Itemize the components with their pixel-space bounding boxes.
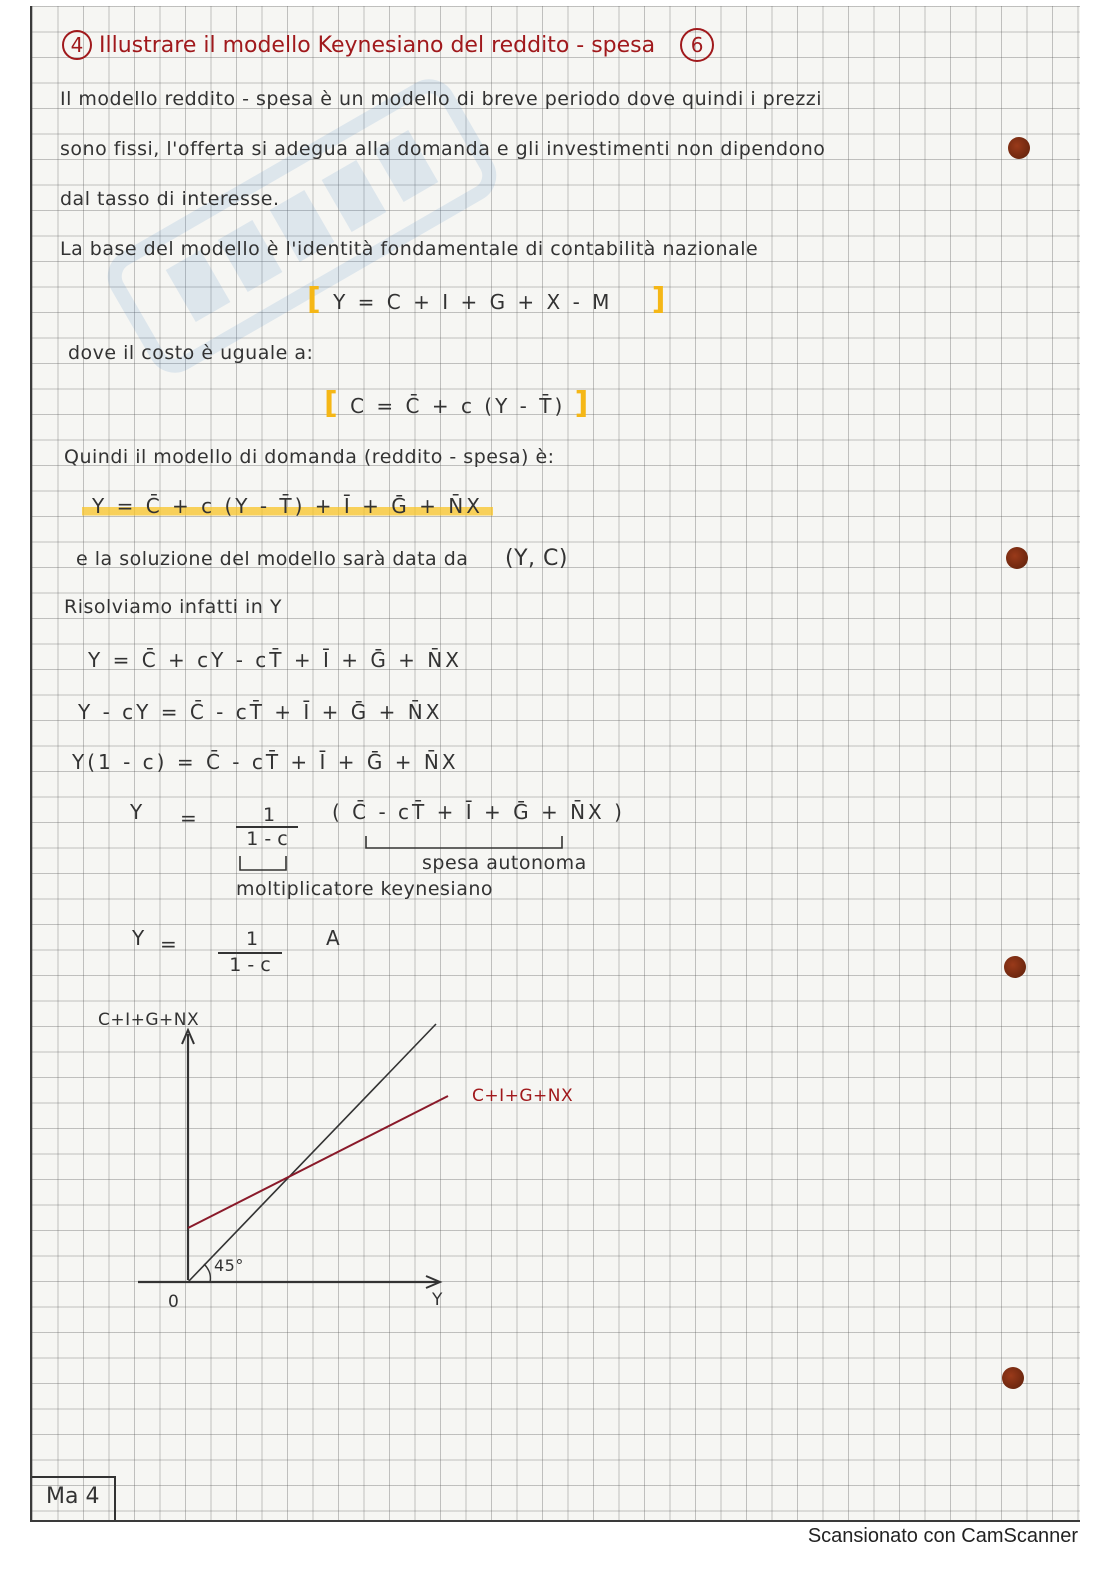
short-equals: = bbox=[160, 932, 180, 956]
cost-intro: dove il costo è uguale a: bbox=[68, 342, 314, 364]
solution-pair: (Y, C) bbox=[504, 546, 568, 571]
forty-five-degree-line bbox=[188, 1024, 436, 1282]
question-number: 4 bbox=[62, 30, 92, 60]
aggregate-demand-line bbox=[188, 1096, 448, 1228]
graph-angle-label: 45° bbox=[214, 1256, 244, 1275]
step-3: Y(1 - c) = C̄ - cT̄ + Ī + Ḡ + N̄X bbox=[72, 750, 459, 774]
identity-intro: La base del modello è l'identità fondamentale di contabilità nazionale bbox=[60, 238, 759, 260]
scanner-footer: Scansionato con CamScanner bbox=[807, 1525, 1078, 1547]
solve-intro: Risolviamo infatti in Y bbox=[64, 596, 282, 618]
question-title bbox=[62, 28, 714, 62]
bracket-right: ] bbox=[651, 282, 669, 317]
bracket-left: [ bbox=[324, 386, 341, 421]
para1-line-3: dal tasso di interesse. bbox=[60, 188, 280, 210]
step-2: Y - cY = C̄ - cT̄ + Ī + Ḡ + N̄X bbox=[78, 700, 443, 724]
final-parenthesis: ( C̄ - cT̄ + Ī + Ḡ + N̄X ) bbox=[332, 800, 625, 824]
question-title-text: Illustrare il modello Keynesiano del reddito - spesa bbox=[99, 33, 656, 58]
final-equals: = bbox=[180, 806, 200, 830]
final-numerator: 1 bbox=[262, 804, 276, 826]
demand-equation: Y = C̄ + c (Y - T̄) + Ī + Ḡ + N̄X bbox=[82, 494, 493, 518]
punch-hole bbox=[1006, 547, 1028, 569]
solution-intro-text: e la soluzione del modello sarà data da bbox=[76, 548, 469, 570]
short-lhs: Y bbox=[132, 926, 148, 950]
short-numerator: 1 bbox=[245, 928, 259, 950]
score-badge: 6 bbox=[680, 28, 714, 62]
final-lhs: Y bbox=[130, 800, 146, 824]
identity-text: Y = C + I + G + X - M bbox=[333, 290, 613, 314]
final-denominator: 1 - c bbox=[246, 828, 288, 850]
solution-intro bbox=[76, 546, 568, 571]
punch-hole bbox=[1004, 956, 1026, 978]
consumption-text: C = C̄ + c (Y - T̄) bbox=[350, 394, 566, 418]
keynesian-cross-graph bbox=[132, 1006, 632, 1336]
corner-box bbox=[32, 1476, 116, 1522]
short-denominator: 1 - c bbox=[229, 954, 271, 976]
demand-intro: Quindi il modello di domanda (reddito - spesa) è: bbox=[64, 446, 555, 468]
para1-line-2: sono fissi, l'offerta si adegua alla domanda e gli investimenti non dipendono bbox=[60, 138, 826, 160]
graph-xlabel: Y bbox=[432, 1290, 443, 1310]
graph-origin: 0 bbox=[168, 1292, 180, 1312]
bracket-right: ] bbox=[574, 386, 592, 421]
moltiplicatore-label: moltiplicatore keynesiano bbox=[236, 878, 494, 900]
notebook-page bbox=[30, 6, 1080, 1522]
consumption-equation bbox=[324, 386, 591, 421]
angle-arc bbox=[204, 1264, 210, 1282]
corner-note: Ma 4 bbox=[46, 1484, 100, 1509]
spesa-autonoma-label: spesa autonoma bbox=[422, 852, 587, 874]
graph-ylabel: C+I+G+NX bbox=[98, 1010, 200, 1030]
bracket-left: [ bbox=[307, 282, 324, 317]
punch-hole bbox=[1002, 1367, 1024, 1389]
para1-line-1: Il modello reddito - spesa è un modello di breve periodo dove quindi i prezzi bbox=[60, 88, 823, 110]
punch-hole bbox=[1008, 137, 1030, 159]
identity-equation bbox=[307, 282, 669, 317]
graph-line-label: C+I+G+NX bbox=[472, 1086, 574, 1106]
short-a: A bbox=[326, 926, 343, 950]
step-1: Y = C̄ + cY - cT̄ + Ī + Ḡ + N̄X bbox=[88, 648, 462, 672]
